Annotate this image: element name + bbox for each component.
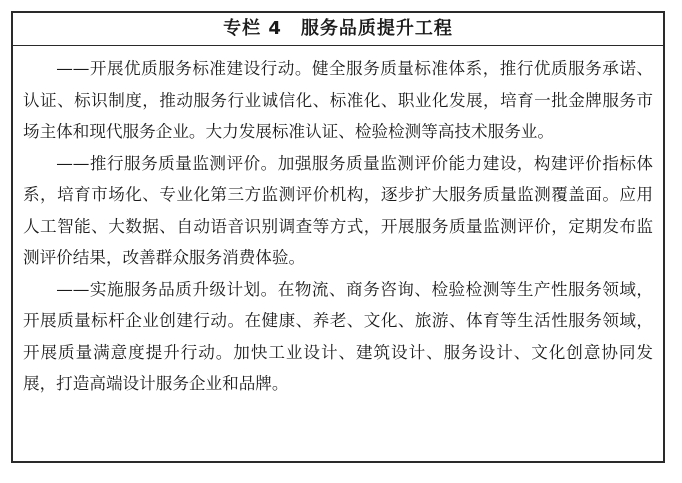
paragraph-quality-standards: ——开展优质服务标准建设行动。健全服务质量标准体系，推行优质服务承诺、认证、标识制度，推动服务行业诚信化、标准化、职业化发展，培育一批金牌服务市场主体和现代服务企业。大力发展标准认证、检验检测等高技术服务业。 xyxy=(23,59,653,141)
paragraph-quality-monitoring: ——推行服务质量监测评价。加强服务质量监测评价能力建设，构建评价指标体系，培育市场化、专业化第三方监测评价机构，逐步扩大服务质量监测覆盖面。应用人工智能、大数据、自动语音识别调查等方式，开展服务质量监测评价，定期发布监测评价结果，改善群众服务消费体验。 xyxy=(23,153,653,267)
paragraph-quality-upgrade: ——实施服务品质升级计划。在物流、商务咨询、检验检测等生产性服务领域，开展质量标杆企业创建行动。在健康、养老、文化、旅游、体育等生活性服务领域，开展质量满意度提升行动。加快工业设计、建筑设计、服务设计、文化创意协同发展，打造高端设计服务企业和品牌。 xyxy=(23,279,653,393)
box-title: 专栏 4 服务品质提升工程 xyxy=(13,13,663,46)
feature-box xyxy=(11,11,665,463)
box-content xyxy=(23,53,653,400)
